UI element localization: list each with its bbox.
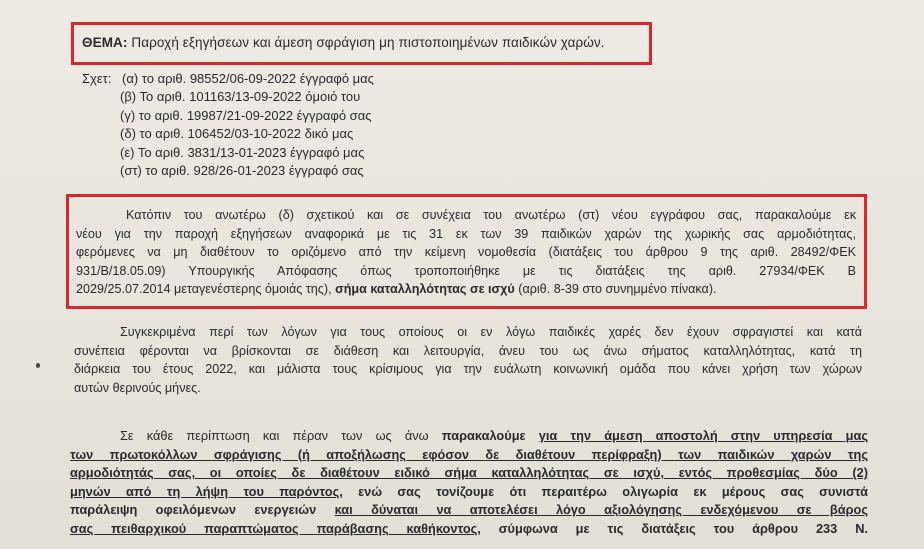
text-line: Σε κάθε περίπτωση και πέραν των ως άνω παρακαλούμε για την άμεση αποστολή στην υπηρεσία μας [120, 428, 869, 443]
text-line: Συγκεκριμένα περί των λόγων για τους οποίους οι εν λόγω παιδικές χαρές δεν έχουν σφραγιστεί και κατά [120, 325, 862, 339]
references-label: Σχετ: [82, 71, 112, 86]
paragraph-demand [70, 427, 868, 539]
punch-mark [36, 363, 40, 368]
text-line: αρμοδιότητάς σας, οι οποίες δε διαθέτουν ειδικό σήμα καταλληλότητας σε ισχύ, εντός προθεσμίας δύο (2) [70, 465, 868, 481]
text-line: νέου για την παροχή εξηγήσεων αναφορικά με τις 31 εκ των 39 παιδικών χαρών της χωρικής σας αρμοδιότητας, [76, 226, 856, 241]
subject-text: Παροχή εξηγήσεων και άμεση σφράγιση μη πιστοποιημένων παιδικών χαρών. [131, 35, 605, 50]
reference-item: (ε) Το αριθ. 3831/13-01-2023 έγγραφό μας [120, 144, 365, 160]
reference-item: (γ) το αριθ. 19987/21-09-2022 έγγραφό σας [120, 107, 372, 123]
subject-line [82, 35, 605, 50]
text-line: αυτών θερινούς μήνες. [74, 380, 201, 395]
text-line: παράλειψη οφειλόμενων ενεργειών και δύναται να αποτελέσει λόγο αξιολόγησης ενδεχόμενου σε βάρος [70, 502, 868, 518]
text-line: 2029/25.07.2014 μεταγενέστερης όμοιάς της), σήμα καταλληλότητας σε ισχύ (αριθ. 8-39 στο συνημμένο πίνακα). [76, 282, 717, 297]
subject-label: ΘΕΜΑ: [82, 35, 128, 50]
text-line: Κατόπιν του ανωτέρω (δ) σχετικού και σε συνέχεια του ανωτέρω (στ) νέου εγγράφου σας, παρακαλούμε εκ [126, 208, 856, 222]
paragraph-request-explanations [76, 206, 856, 299]
reference-item: (στ) το αριθ. 928/26-01-2023 έγγραφό σας [120, 163, 364, 179]
references-list [82, 70, 374, 180]
bold-phrase: σήμα καταλληλότητας σε ισχύ [335, 282, 515, 297]
text-line: μηνών από τη λήψη του παρόντος, ενώ σας τονίζουμε ότι περαιτέρω ολιγωρία εκ μέρους σας συνιστά [70, 483, 869, 499]
text-line: συνέπεια φέρονται να βρίσκονται σε διάθεση και λειτουργία, άνευ του ως άνω σήματος καταλληλότητας, κατά τη [74, 343, 862, 358]
text-line: διάρκεια του έτους 2022, και μάλιστα τους κρίσιμους για την ευάλωτη κοινωνική ομάδα που κάνει χρήση των χώρων [74, 362, 862, 377]
text-line: σας πειθαρχικού παραπτώματος παράβασης καθήκοντος, σύμφωνα με τις διατάξεις του άρθρου 233 Ν. [70, 520, 868, 536]
text-line: 931/Β/18.05.09) Υπουργικής Απόφασης όπως τροποποιήθηκε με τις διατάξεις της αριθ. 27934/ΦΕΚ Β [76, 263, 856, 278]
text-line: φερόμενες να μη διαθέτουν το οριζόμενο από την κείμενη νομοθεσία (διατάξεις του άρθρου 9 της αριθ. 28492/ΦΕΚ [76, 245, 856, 260]
paragraph-specifics [74, 323, 862, 397]
text-line: των πρωτοκόλλων σφράγισης (ή αποξήλωσης εφόσον δε διαθέτουν περίφραξη) των παιδικών χαρών της [70, 446, 868, 462]
reference-item: Σχετ: (α) το αριθ. 98552/06-09-2022 έγγραφό μας [82, 70, 374, 88]
reference-item: (δ) το αριθ. 106452/03-10-2022 δικό μας [120, 126, 354, 142]
reference-item: (β) Το αριθ. 101163/13-09-2022 όμοιό του [120, 89, 361, 105]
